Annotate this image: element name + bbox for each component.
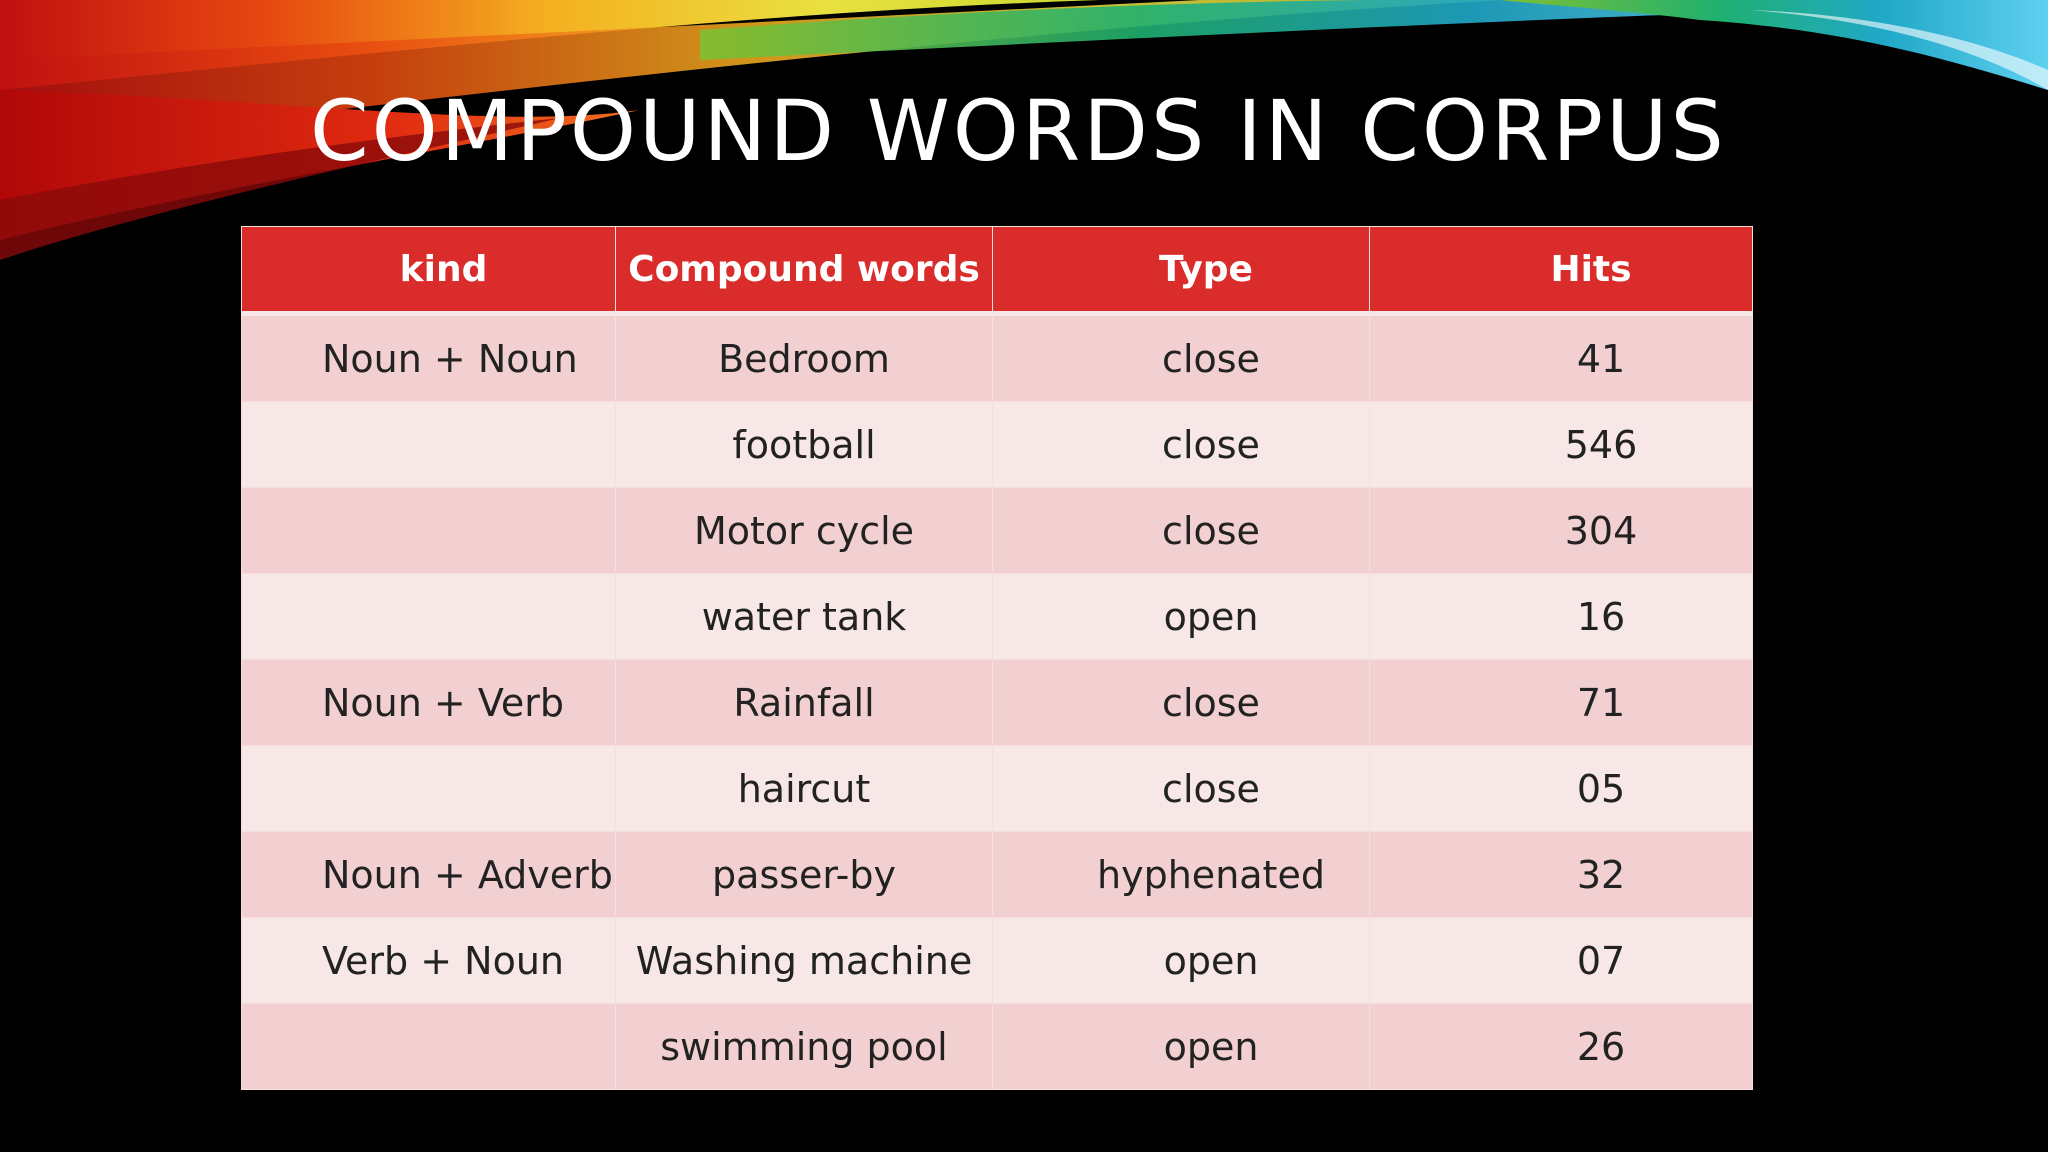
slide-title: COMPOUND WORDS IN CORPUS: [310, 82, 1727, 180]
header-type: Type: [993, 227, 1370, 314]
cell-type: hyphenated: [993, 832, 1370, 918]
table-row: [242, 402, 1753, 488]
table-row: [242, 574, 1753, 660]
cell-hits: 304: [1370, 488, 1753, 574]
cell-compound-word: Rainfall: [616, 660, 993, 746]
cell-kind: [242, 488, 616, 574]
table-row: [242, 1004, 1753, 1090]
header-hits: Hits: [1370, 227, 1753, 314]
cell-kind: Noun + Adverb: [242, 832, 616, 918]
cell-kind: [242, 402, 616, 488]
cell-type: close: [993, 402, 1370, 488]
cell-type: close: [993, 314, 1370, 402]
cell-hits: 16: [1370, 574, 1753, 660]
cell-kind: [242, 746, 616, 832]
cell-compound-word: swimming pool: [616, 1004, 993, 1090]
table-row: [242, 918, 1753, 1004]
cell-hits: 71: [1370, 660, 1753, 746]
cell-type: close: [993, 488, 1370, 574]
cell-hits: 26: [1370, 1004, 1753, 1090]
cell-compound-word: Bedroom: [616, 314, 993, 402]
cell-type: open: [993, 574, 1370, 660]
cell-compound-word: football: [616, 402, 993, 488]
cell-kind: [242, 1004, 616, 1090]
table-row: [242, 314, 1753, 402]
cell-kind: Verb + Noun: [242, 918, 616, 1004]
table-header-row: [242, 227, 1753, 314]
cell-compound-word: Motor cycle: [616, 488, 993, 574]
cell-compound-word: water tank: [616, 574, 993, 660]
cell-type: close: [993, 746, 1370, 832]
cell-hits: 05: [1370, 746, 1753, 832]
cell-hits: 546: [1370, 402, 1753, 488]
cell-kind: Noun + Verb: [242, 660, 616, 746]
table-row: [242, 746, 1753, 832]
cell-compound-word: haircut: [616, 746, 993, 832]
header-kind: kind: [242, 227, 616, 314]
header-compound-words: Compound words: [616, 227, 993, 314]
table-row: [242, 488, 1753, 574]
cell-kind: [242, 574, 616, 660]
cell-hits: 07: [1370, 918, 1753, 1004]
table-row: [242, 660, 1753, 746]
cell-hits: 32: [1370, 832, 1753, 918]
compound-words-table: [241, 226, 1753, 1090]
cell-type: open: [993, 918, 1370, 1004]
cell-hits: 41: [1370, 314, 1753, 402]
table-row: [242, 832, 1753, 918]
cell-type: close: [993, 660, 1370, 746]
cell-type: open: [993, 1004, 1370, 1090]
cell-kind: Noun + Noun: [242, 314, 616, 402]
cell-compound-word: Washing machine: [616, 918, 993, 1004]
cell-compound-word: passer-by: [616, 832, 993, 918]
